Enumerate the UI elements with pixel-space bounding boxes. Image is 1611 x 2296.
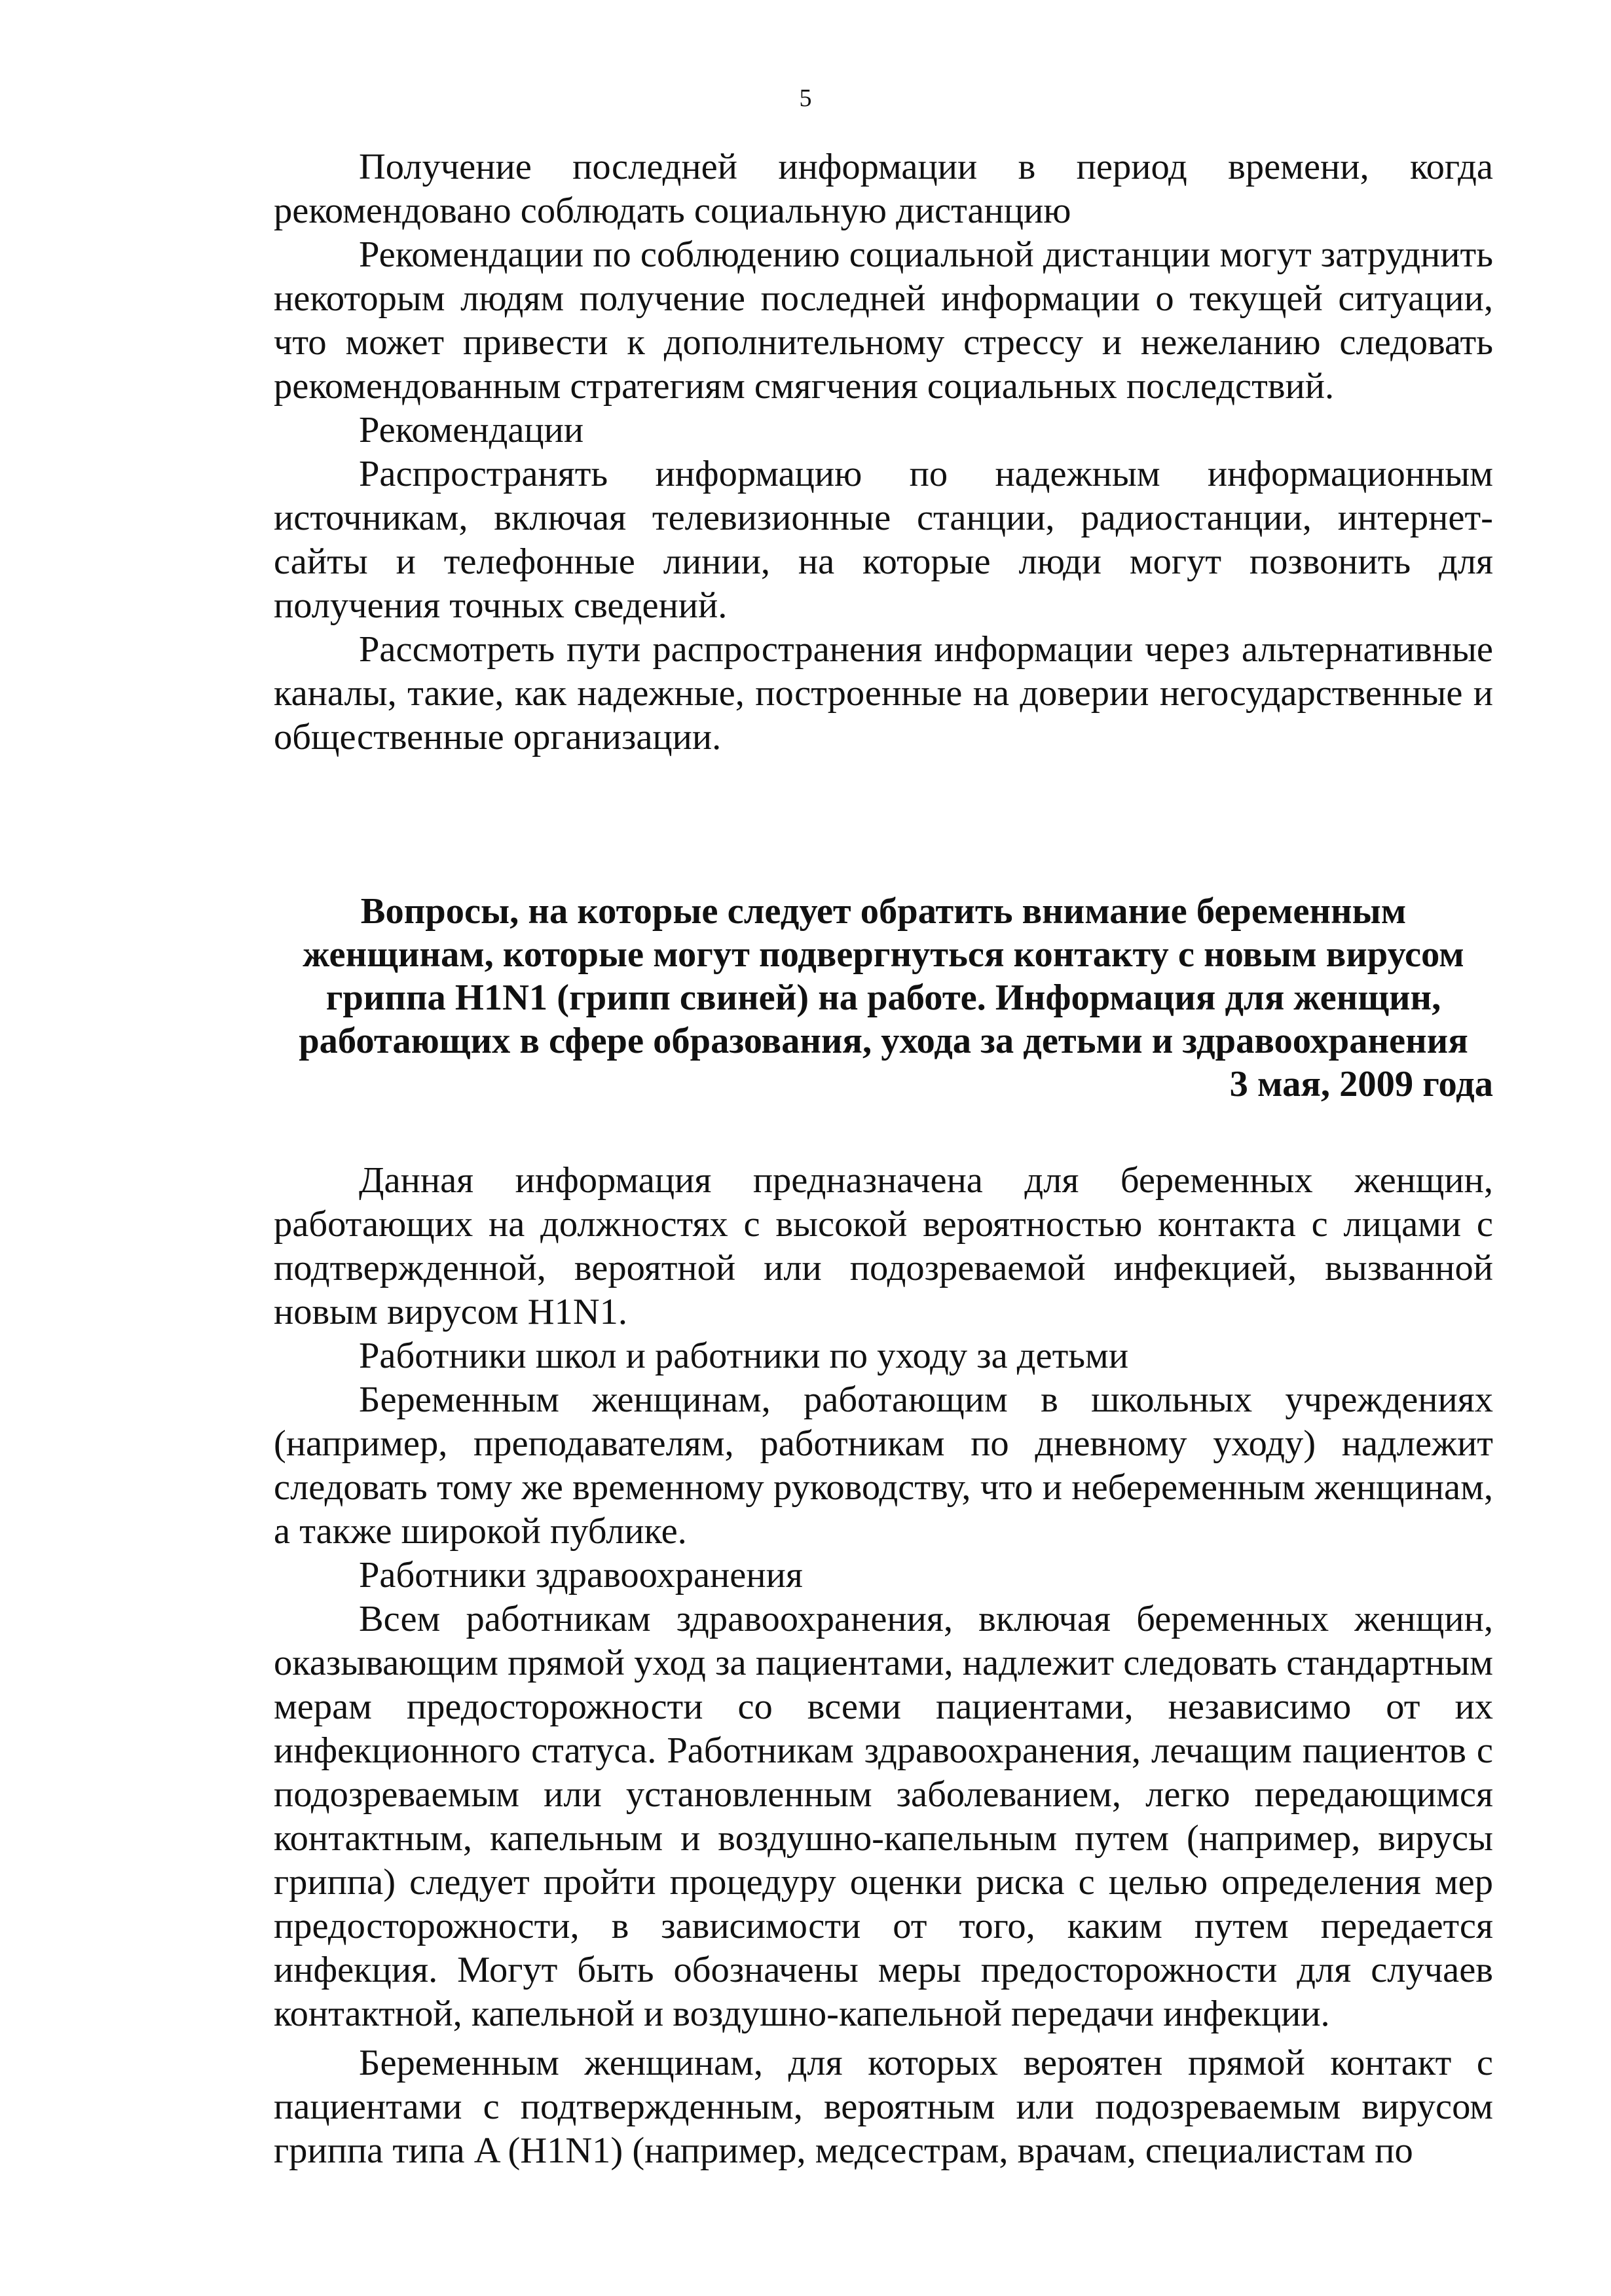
paragraph: Беременным женщинам, для которых вероятен прямой контакт с пациентами с подтвержденным, вероятным или подозреваемым вирусом гриппа типа A (H1N1) (например, медсестрам, врачам, специалистам по: [274, 2043, 1493, 2171]
paragraph: Работники школ и работники по уходу за детьми: [359, 1336, 1129, 1376]
paragraph: Беременным женщинам, работающим в школьных учреждениях (например, преподавателям, работникам по дневному уходу) надлежит следовать тому же временному руководству, что и небеременным женщинам, а также широкой публике.: [274, 1379, 1493, 1552]
section-heading: [274, 890, 1493, 1106]
heading-date: 3 мая, 2009 года: [1229, 1064, 1493, 1104]
paragraph: Всем работникам здравоохранения, включая беременных женщин, оказывающим прямой уход за пациентами, надлежит следовать стандартным мерам предосторожности со всеми пациентами, независимо от их инфекционного статуса. Работникам здравоохранения, лечащим пациентов с подозреваемым или установленным заболеванием, легко передающимся контактным, капельным и воздушно-капельным путем (например, вирусы гриппа) следует пройти процедуру оценки риска с целью определения мер предосторожности, в зависимости от того, каким путем передается инфекция. Могут быть обозначены меры предосторожности для случаев контактной, капельной и воздушно-капельной передачи инфекции.: [274, 1599, 1493, 2034]
paragraph: Рекомендации по соблюдению социальной дистанции могут затруднить некоторым людям получение последней информации о текущей ситуации, что может привести к дополнительному стрессу и нежеланию следовать рекомендованным стратегиям смягчения социальных последствий.: [274, 234, 1493, 407]
paragraph: Рекомендации: [359, 410, 584, 450]
paragraph: Данная информация предназначена для беременных женщин, работающих на должностях с высокой вероятностью контакта с лицами с подтвержденной, вероятной или подозреваемой инфекцией, вызванной новым вирусом H1N1.: [274, 1160, 1493, 1332]
heading-title: Вопросы, на которые следует обратить внимание беременным женщинам, которые могут подвергнуться контакту с новым вирусом гриппа H1N1 (грипп свиней) на работе. Информация для женщин, работающих в сфере образования, ухода за детьми и здравоохранения: [299, 891, 1468, 1061]
paragraph: Распространять информацию по надежным информационным источникам, включая телевизионные станции, радиостанции, интернет-сайты и телефонные линии, на которые люди могут позвонить для получения точных сведений.: [274, 454, 1493, 626]
paragraph-gap: [274, 2036, 1493, 2041]
paragraph: Работники здравоохранения: [359, 1555, 803, 1595]
paragraph: Рассмотреть пути распространения информации через альтернативные каналы, такие, как надежные, построенные на доверии негосударственные и общественные организации.: [274, 629, 1493, 757]
paragraph: Получение последней информации в период времени, когда рекомендовано соблюдать социальную дистанцию: [274, 147, 1493, 231]
section-1-body: [274, 145, 1493, 759]
page-number: 5: [799, 84, 812, 112]
section-2-body: [274, 1159, 1493, 2173]
